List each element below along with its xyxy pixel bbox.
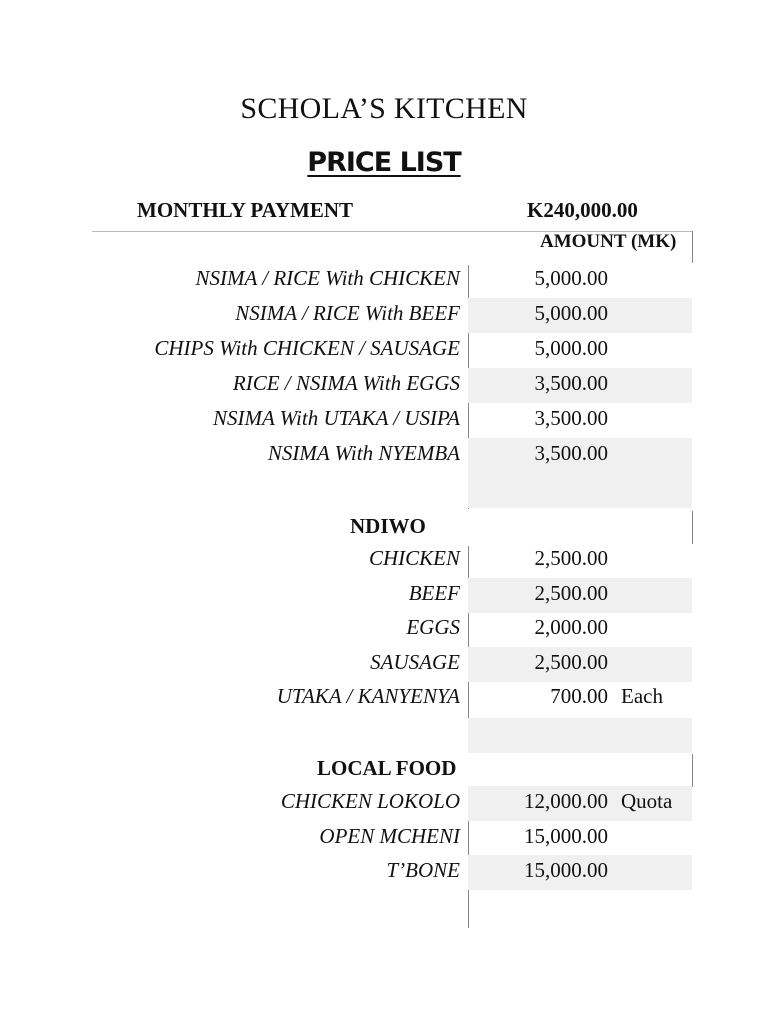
- table-row: [90, 786, 692, 821]
- table-row: [90, 612, 692, 647]
- section-right-border: [692, 754, 693, 787]
- item-amount: 3,500.00: [534, 406, 608, 430]
- item-unit: Quota: [621, 789, 673, 813]
- item-amount: 5,000.00: [534, 266, 608, 290]
- item-amount: 3,500.00: [534, 371, 608, 395]
- price-list-heading: [0, 147, 768, 178]
- item-amount: 2,500.00: [534, 581, 608, 605]
- table-row: [90, 578, 692, 613]
- table-row: [90, 821, 692, 856]
- item-name: CHICKEN: [368, 546, 460, 570]
- item-name: NSIMA With UTAKA / USIPA: [213, 406, 460, 430]
- local-food-heading: LOCAL FOOD: [317, 756, 457, 780]
- item-amount: 3,500.00: [534, 441, 608, 465]
- header-right-border: [692, 231, 693, 263]
- section-right-border: [692, 511, 693, 544]
- row-shading: [468, 718, 692, 753]
- table-row: [90, 438, 692, 473]
- ndiwo-heading: NDIWO: [350, 514, 426, 538]
- item-name: RICE / NSIMA With EGGS: [232, 371, 460, 395]
- item-amount: 12,000.00: [524, 789, 608, 813]
- item-amount: 700.00: [550, 684, 608, 708]
- item-name: T’BONE: [386, 858, 460, 882]
- table-row: [90, 263, 692, 298]
- item-amount: 2,000.00: [534, 615, 608, 639]
- item-amount: 5,000.00: [534, 301, 608, 325]
- item-amount: 2,500.00: [534, 546, 608, 570]
- item-name: CHICKEN LOKOLO: [280, 789, 460, 813]
- item-name: UTAKA / KANYENYA: [276, 684, 460, 708]
- table-row: [90, 647, 692, 682]
- monthly-payment-value: K240,000.00: [527, 198, 638, 222]
- table-row: [90, 333, 692, 368]
- table-row: [90, 368, 692, 403]
- item-name: SAUSAGE: [370, 650, 460, 674]
- item-unit: Each: [621, 684, 663, 708]
- amount-column-header: AMOUNT (MK): [540, 231, 677, 252]
- item-name: NSIMA / RICE With CHICKEN: [195, 266, 460, 290]
- table-row: [90, 403, 692, 438]
- item-amount: 15,000.00: [524, 858, 608, 882]
- item-name: CHIPS With CHICKEN / SAUSAGE: [154, 336, 460, 360]
- item-name: NSIMA / RICE With BEEF: [235, 301, 460, 325]
- table-row: [90, 298, 692, 333]
- item-amount: 5,000.00: [534, 336, 608, 360]
- item-name: NSIMA With NYEMBA: [267, 441, 460, 465]
- item-name: OPEN MCHENI: [319, 824, 460, 848]
- row-shading: [468, 473, 692, 508]
- page-title: SCHOLA’S KITCHEN: [240, 92, 528, 125]
- item-name: EGGS: [406, 615, 460, 639]
- price-list-heading-text: PRICE LIST: [307, 147, 461, 178]
- item-name: BEEF: [408, 581, 460, 605]
- table-row: [90, 543, 692, 578]
- table-row: [90, 681, 692, 716]
- monthly-payment-label: MONTHLY PAYMENT: [137, 198, 354, 222]
- table-row: [90, 855, 692, 890]
- item-amount: 15,000.00: [524, 824, 608, 848]
- item-amount: 2,500.00: [534, 650, 608, 674]
